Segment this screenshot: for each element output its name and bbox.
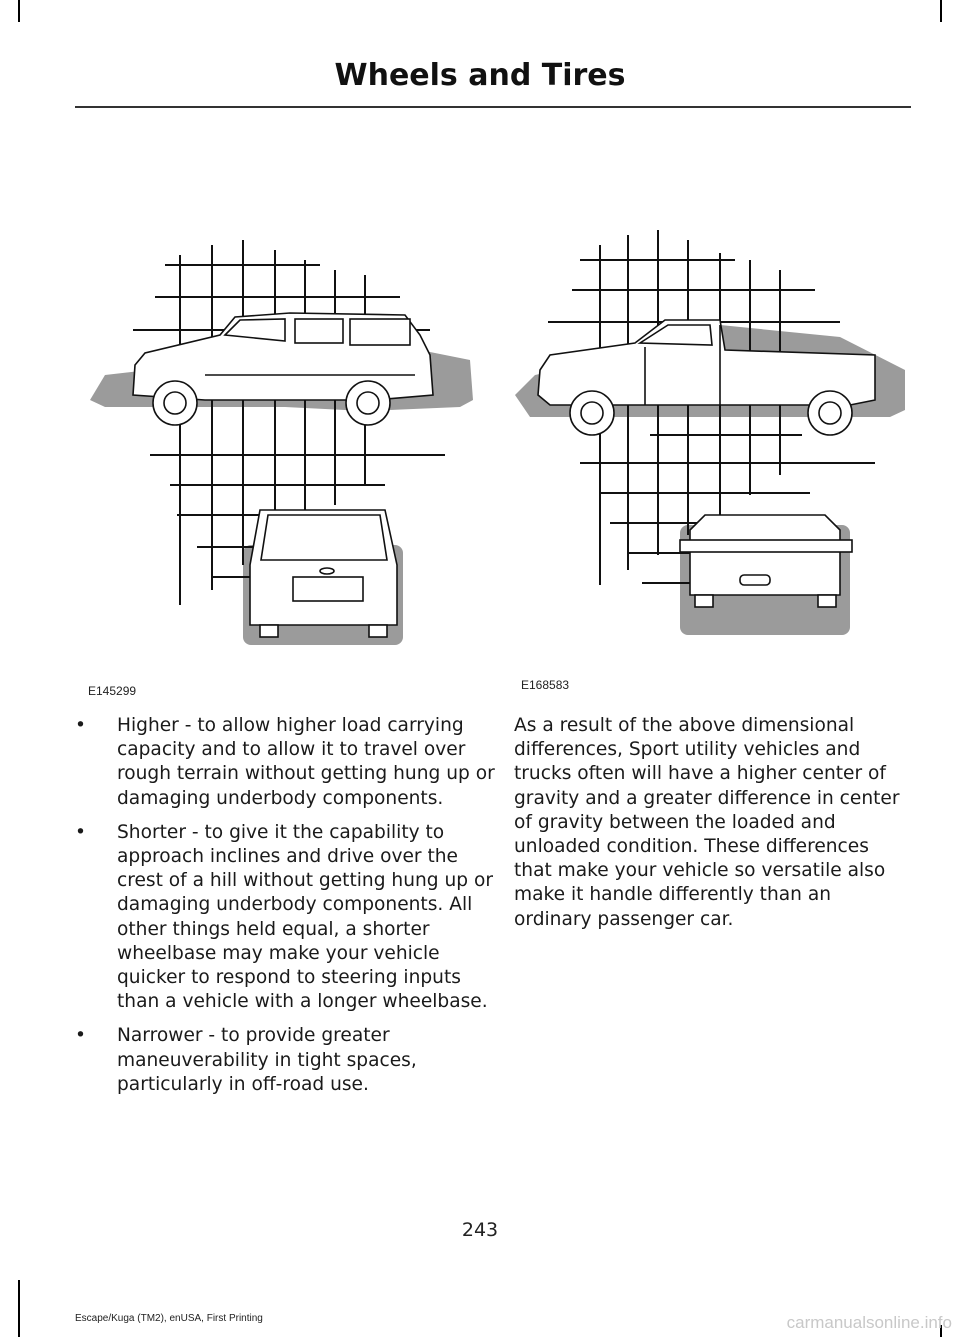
bullet-list [75, 714, 500, 1097]
crop-mark-bottom-left [18, 1280, 20, 1337]
crop-mark-top-right [940, 0, 942, 22]
right-column [514, 714, 906, 932]
bullet-text: Higher - to allow higher load carrying capacity and to allow it to travel over rough terrain without getting hung up or damaging underbody components. [117, 715, 495, 809]
figure-suv-dimensions [85, 235, 485, 675]
crop-mark-top-left [18, 0, 20, 22]
list-item [75, 821, 500, 1015]
watermark: carmanualsonline.info [786, 1313, 952, 1332]
figure-code-1: E145299 [88, 684, 137, 698]
footer-edition: Escape/Kuga (TM2), enUSA, First Printing [75, 1313, 263, 1324]
pickup-rear-view [680, 515, 852, 607]
left-column [75, 714, 500, 1107]
list-item [75, 1024, 500, 1097]
list-item [75, 714, 500, 811]
bullet-glyph: • [75, 715, 86, 736]
title-divider [75, 106, 911, 108]
bullet-glyph: • [75, 821, 86, 843]
bullet-text: Shorter - to give it the capability to approach inclines and drive over the crest of a hill without getting hung up or damaging underbody components. All other things held equal, a shorter wheelbase may make your vehicle quicker to respond to steering inputs than a vehicle with a longer wheelbase. [117, 821, 493, 1013]
figure-code-2: E168583 [521, 678, 570, 692]
bullet-text: Narrower - to provide greater maneuverability in tight spaces, particularly in off-road use. [117, 1025, 417, 1095]
figure-pickup-dimensions [510, 225, 910, 645]
page-title: Wheels and Tires [334, 58, 626, 93]
suv-rear-view [250, 510, 397, 637]
body-paragraph: As a result of the above dimensional differences, Sport utility vehicles and trucks often will have a higher center of gravity and a greater difference in center of gravity between the loaded and unloaded condition. These differences that make your vehicle so versatile also make it handle differently than an ordinary passenger car. [514, 715, 900, 930]
bullet-glyph: • [75, 1025, 86, 1047]
page-number: 243 [461, 1219, 499, 1241]
